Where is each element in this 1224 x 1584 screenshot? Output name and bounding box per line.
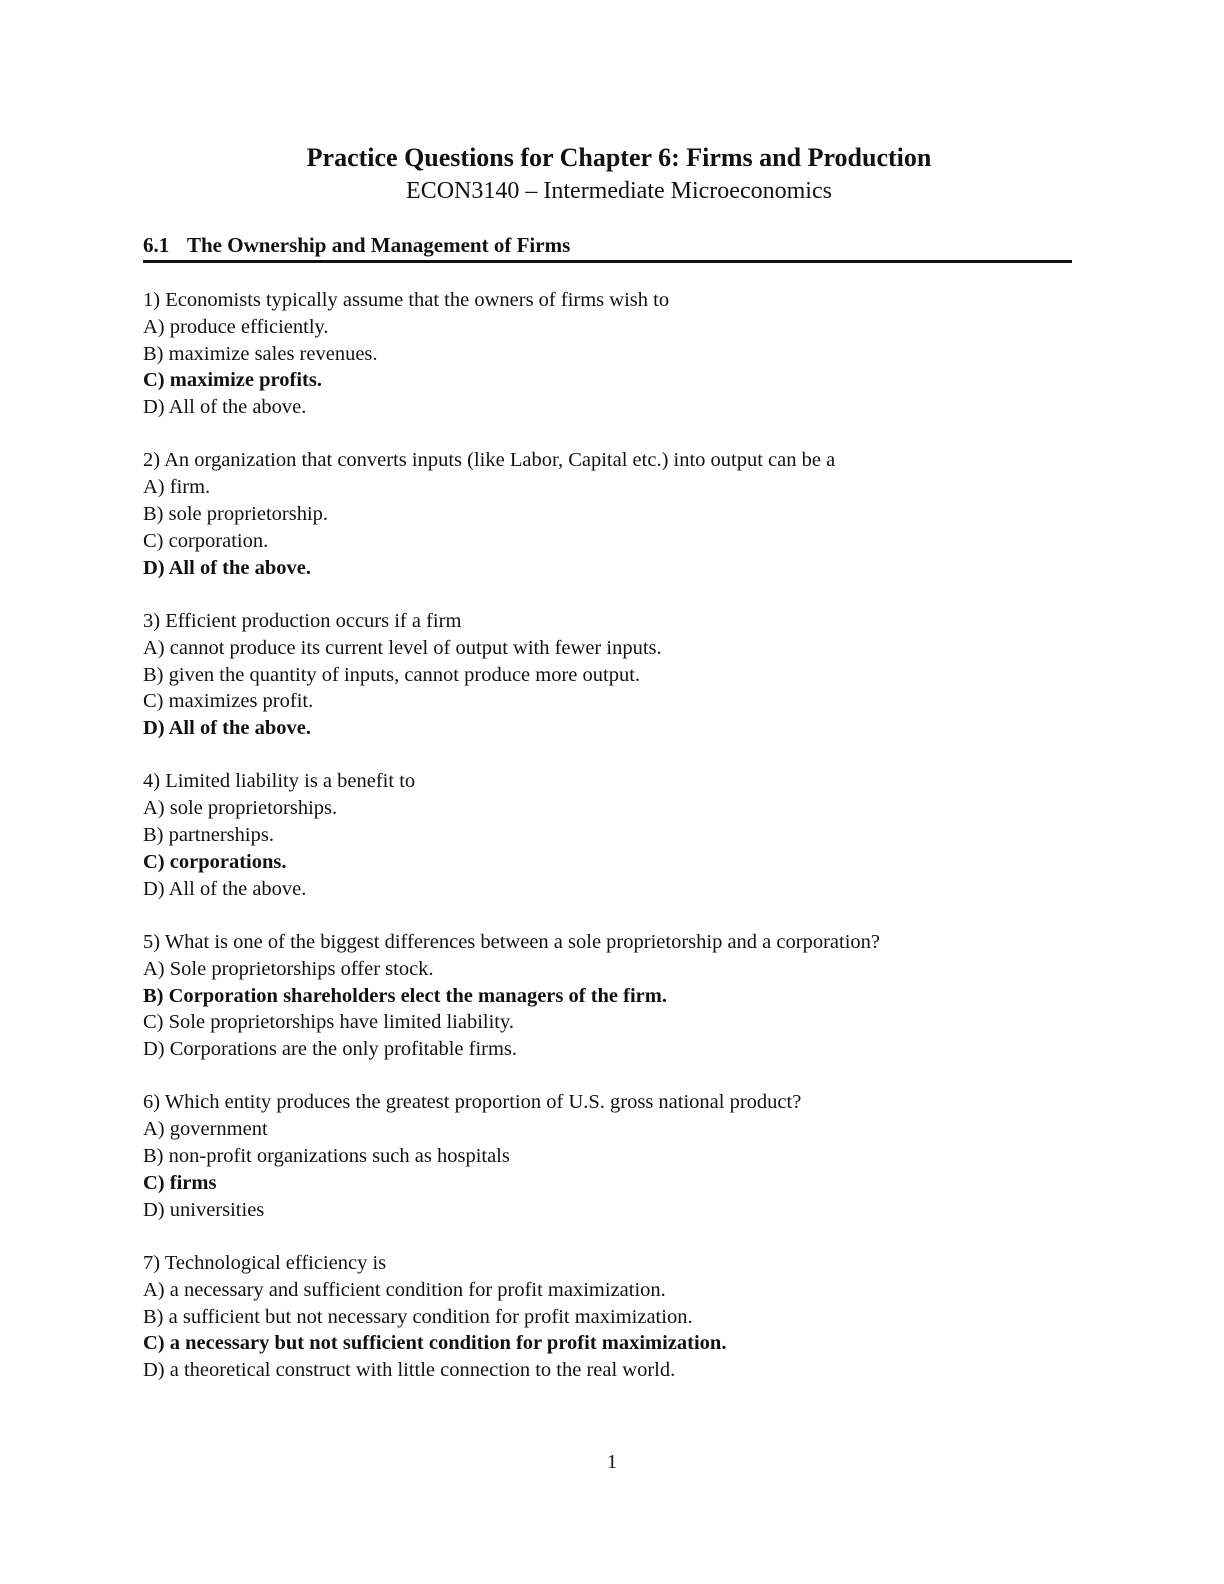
answer-option: B) non-profit organizations such as hospitals	[143, 1145, 510, 1168]
section-number: 6.1	[143, 233, 170, 257]
answer-option: D) a theoretical construct with little connection to the real world.	[143, 1359, 676, 1382]
page-number: 1	[607, 1451, 617, 1473]
answer-option: B) given the quantity of inputs, cannot produce more output.	[143, 663, 641, 686]
answer-option: C) maximizes profit.	[143, 690, 314, 713]
answer-option-correct: D) All of the above.	[143, 717, 311, 740]
document-subtitle: ECON3140 – Intermediate Microeconomics	[406, 178, 832, 204]
question-stem: 6) Which entity produces the greatest proportion of U.S. gross national product?	[143, 1091, 802, 1114]
question-stem: 3) Efficient production occurs if a firm	[143, 609, 462, 632]
answer-option: B) a sufficient but not necessary condition for profit maximization.	[143, 1305, 693, 1328]
answer-option: D) Corporations are the only profitable firms.	[143, 1038, 518, 1061]
answer-option: B) maximize sales revenues.	[143, 342, 378, 365]
answer-option: B) sole proprietorship.	[143, 503, 329, 526]
section-heading	[143, 230, 1072, 263]
answer-option-correct: B) Corporation shareholders elect the managers of the firm.	[143, 984, 667, 1007]
answer-option: D) All of the above.	[143, 877, 307, 900]
answer-option: A) produce efficiently.	[143, 315, 329, 338]
answer-option: D) All of the above.	[143, 396, 307, 419]
question-stem: 4) Limited liability is a benefit to	[143, 770, 416, 793]
answer-option: A) a necessary and sufficient condition for profit maximization.	[143, 1278, 666, 1301]
answer-option: B) partnerships.	[143, 824, 274, 847]
document-title: Practice Questions for Chapter 6: Firms and Production	[306, 143, 932, 172]
question-item	[143, 447, 1103, 581]
answer-option: A) Sole proprietorships offer stock.	[143, 957, 434, 980]
answer-option: A) cannot produce its current level of output with fewer inputs.	[143, 636, 662, 659]
answer-option: D) universities	[143, 1198, 265, 1221]
answer-option: A) firm.	[143, 476, 211, 499]
answer-option-correct: C) firms	[143, 1171, 217, 1194]
answer-option: A) government	[143, 1118, 268, 1141]
title-block	[0, 140, 1224, 206]
question-stem: 5) What is one of the biggest differences between a sole proprietorship and a corporation?	[143, 930, 880, 953]
question-item	[143, 929, 1103, 1063]
question-item	[143, 1250, 1103, 1384]
answer-option: C) Sole proprietorships have limited liability.	[143, 1011, 515, 1034]
question-item	[143, 1089, 1103, 1223]
question-item	[143, 608, 1103, 742]
section-title: The Ownership and Management of Firms	[187, 233, 571, 257]
question-item	[143, 768, 1103, 902]
question-item	[143, 287, 1103, 421]
question-list	[143, 287, 1103, 1410]
answer-option-correct: C) corporations.	[143, 850, 287, 873]
answer-option-correct: C) a necessary but not sufficient condition for profit maximization.	[143, 1332, 727, 1355]
question-stem: 2) An organization that converts inputs (like Labor, Capital etc.) into output can be a	[143, 449, 836, 472]
answer-option: A) sole proprietorships.	[143, 797, 338, 820]
answer-option-correct: C) maximize profits.	[143, 369, 322, 392]
answer-option: C) corporation.	[143, 529, 269, 552]
answer-option-correct: D) All of the above.	[143, 556, 311, 579]
question-stem: 7) Technological efficiency is	[143, 1251, 387, 1274]
question-stem: 1) Economists typically assume that the owners of firms wish to	[143, 289, 670, 311]
